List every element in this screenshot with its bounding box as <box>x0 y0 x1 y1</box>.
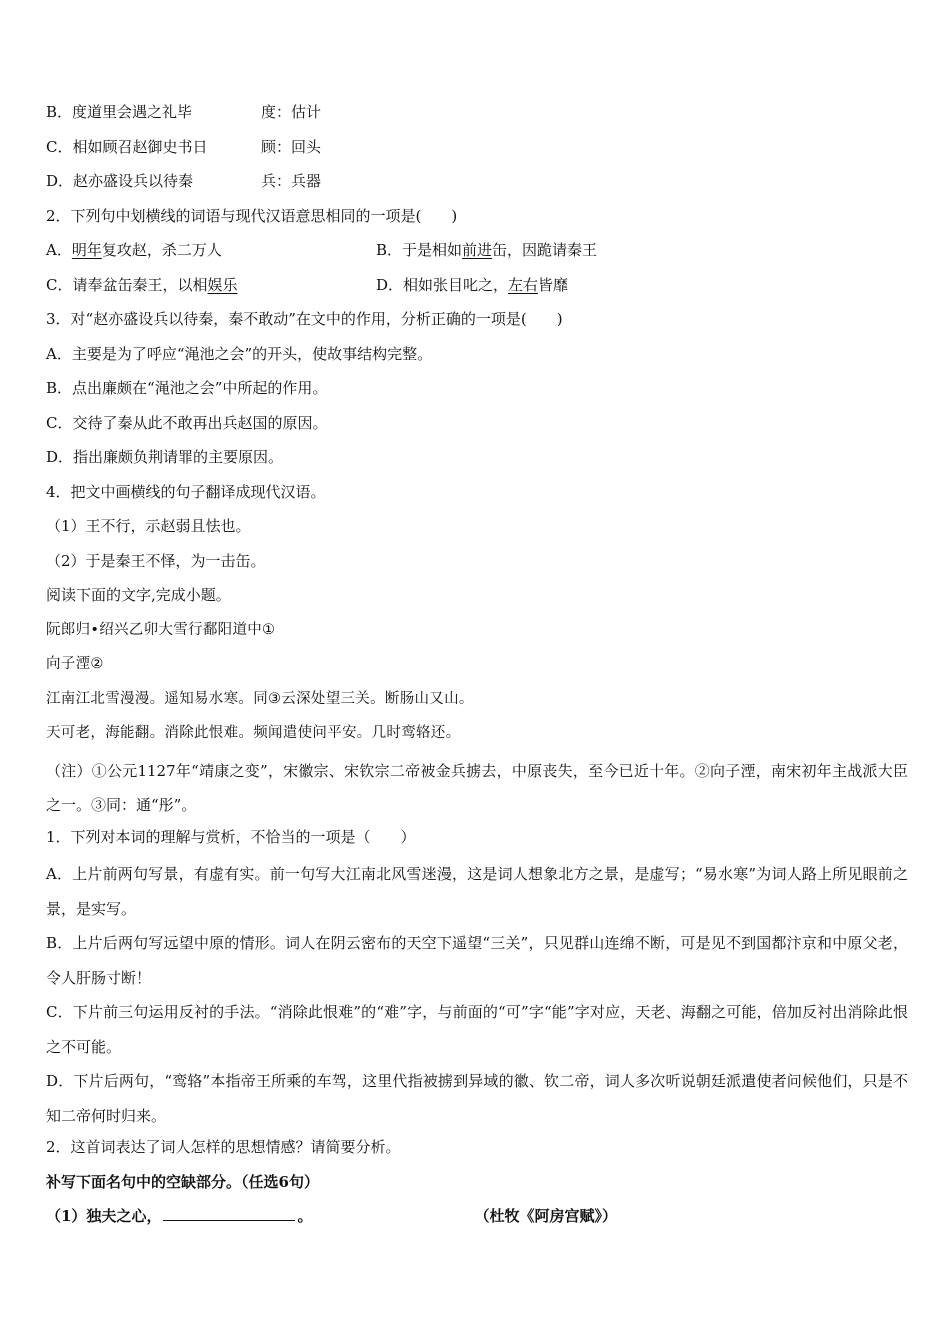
option-row <box>46 167 908 202</box>
question-3-option-b: B．点出廉颇在“渑池之会”中所起的作用。 <box>46 379 328 397</box>
poem-question-1-option-a: A．上片前两句写景，有虚有实。前一句写大江南北风雪迷漫，这是词人想象北方之景，是虚写；“易水寒”为词人路上所见眼前之景，是实写。 <box>46 865 908 918</box>
option-row <box>46 133 908 168</box>
option-a-suffix: 复攻赵，杀二万人 <box>101 241 222 259</box>
question-2-stem: 2．下列句中划横线的词语与现代汉语意思相同的一项是( ) <box>46 206 458 225</box>
poem-question-2: 2．这首词表达了词人怎样的思想情感？请简要分析。 <box>46 1138 401 1156</box>
question-2-options-cd <box>46 271 908 306</box>
answer-blank[interactable] <box>163 1206 295 1221</box>
reading-intro: 阅读下面的文字,完成小题。 <box>46 586 231 604</box>
fill-item-1 <box>46 1202 908 1237</box>
option-b-prefix: B．于是相如 <box>376 241 463 259</box>
document-page <box>46 98 908 1237</box>
fill-item-prefix: （1）独夫之心， <box>46 1207 162 1225</box>
question-4-stem: 4．把文中画横线的句子翻译成现代汉语。 <box>46 482 326 501</box>
option-text: C．相如顾召赵御史书日 <box>46 137 208 156</box>
question-2-options-ab <box>46 236 908 271</box>
poem-question-1-option-c: C．下片前三句运用反衬的手法。“消除此恨难”的“难”字，与前面的“可”字“能”字对应，天老、海翻之可能，倍加反衬出消除此恨之不可能。 <box>46 1003 908 1056</box>
underlined-word: 左右 <box>508 275 539 294</box>
option-c <box>46 271 376 299</box>
underlined-word: 娱乐 <box>207 275 238 294</box>
option-b <box>376 241 597 259</box>
option-d-prefix: D．相如张目叱之， <box>376 275 509 294</box>
fill-item-suffix: 。 <box>297 1207 313 1225</box>
fill-heading: 补写下面名句中的空缺部分。（任选6句） <box>46 1172 319 1191</box>
option-gloss: 兵：兵器 <box>261 172 322 190</box>
poem-line: 江南江北雪漫漫。遥知易水寒。同③云深处望三关。断肠山又山。 <box>46 690 474 707</box>
option-a <box>46 236 376 264</box>
option-b-suffix: 缶，因跪请秦王 <box>492 241 598 259</box>
poem-question-1-option-b: B．上片后两句写远望中原的情形。词人在阴云密布的天空下遥望“三关”，只见群山连绵不断，可是见不到国都汴京和中原父老，令人肝肠寸断！ <box>46 934 908 987</box>
option-row <box>46 98 908 133</box>
poem-note: （注）①公元1127年“靖康之变”，宋徽宗、宋钦宗二帝被金兵掳去，中原丧失，至今已近十年。②向子湮，南宋初年主战派大臣之一。③同：通“彤”。 <box>46 761 908 814</box>
option-d-suffix: 皆靡 <box>538 275 569 294</box>
poem-question-1-option-d: D．下片后两句，“鸾辂”本指帝王所乘的车驾，这里代指被掳到异域的徽、钦二帝，词人多次听说朝廷派遣使者问候他们，只是不知二帝何时归来。 <box>46 1072 908 1125</box>
option-gloss: 顾：回头 <box>261 137 322 156</box>
underlined-word: 明年 <box>71 241 102 259</box>
poem-author: 向子湮② <box>46 656 104 672</box>
option-d <box>376 276 568 294</box>
option-text: B．度道里会遇之礼毕 <box>46 103 193 121</box>
option-text: D．赵亦盛设兵以待秦 <box>46 172 194 190</box>
option-gloss: 度：估计 <box>261 103 322 121</box>
poem-title: 阮郎归•绍兴乙卯大雪行鄱阳道中① <box>46 621 276 638</box>
option-c-prefix: C．请奉盆缶秦王，以相 <box>46 275 208 294</box>
question-4-item-2: （2）于是秦王不怿，为一击缶。 <box>46 551 266 570</box>
question-3-option-d: D．指出廉颇负荆请罪的主要原因。 <box>46 448 284 466</box>
poem-line: 天可老，海能翻。消除此恨难。频闻遣使问平安。几时鸾辂还。 <box>46 725 461 741</box>
poem-question-1-stem: 1．下列对本词的理解与赏析，不恰当的一项是（ ） <box>46 827 416 846</box>
underlined-word: 前进 <box>462 241 493 259</box>
question-3-option-a: A．主要是为了呼应“渑池之会”的开头，使故事结构完整。 <box>46 344 433 363</box>
question-3-stem: 3．对“赵亦盛设兵以待秦，秦不敢动”在文中的作用，分析正确的一项是( ) <box>46 310 563 328</box>
question-3-option-c: C．交待了秦从此不敢再出兵赵国的原因。 <box>46 413 328 432</box>
option-a-prefix: A． <box>46 241 72 259</box>
fill-item-source: （杜牧《阿房宫赋》） <box>474 1207 617 1225</box>
question-4-item-1: （1）王不行，示赵弱且怯也。 <box>46 517 251 535</box>
